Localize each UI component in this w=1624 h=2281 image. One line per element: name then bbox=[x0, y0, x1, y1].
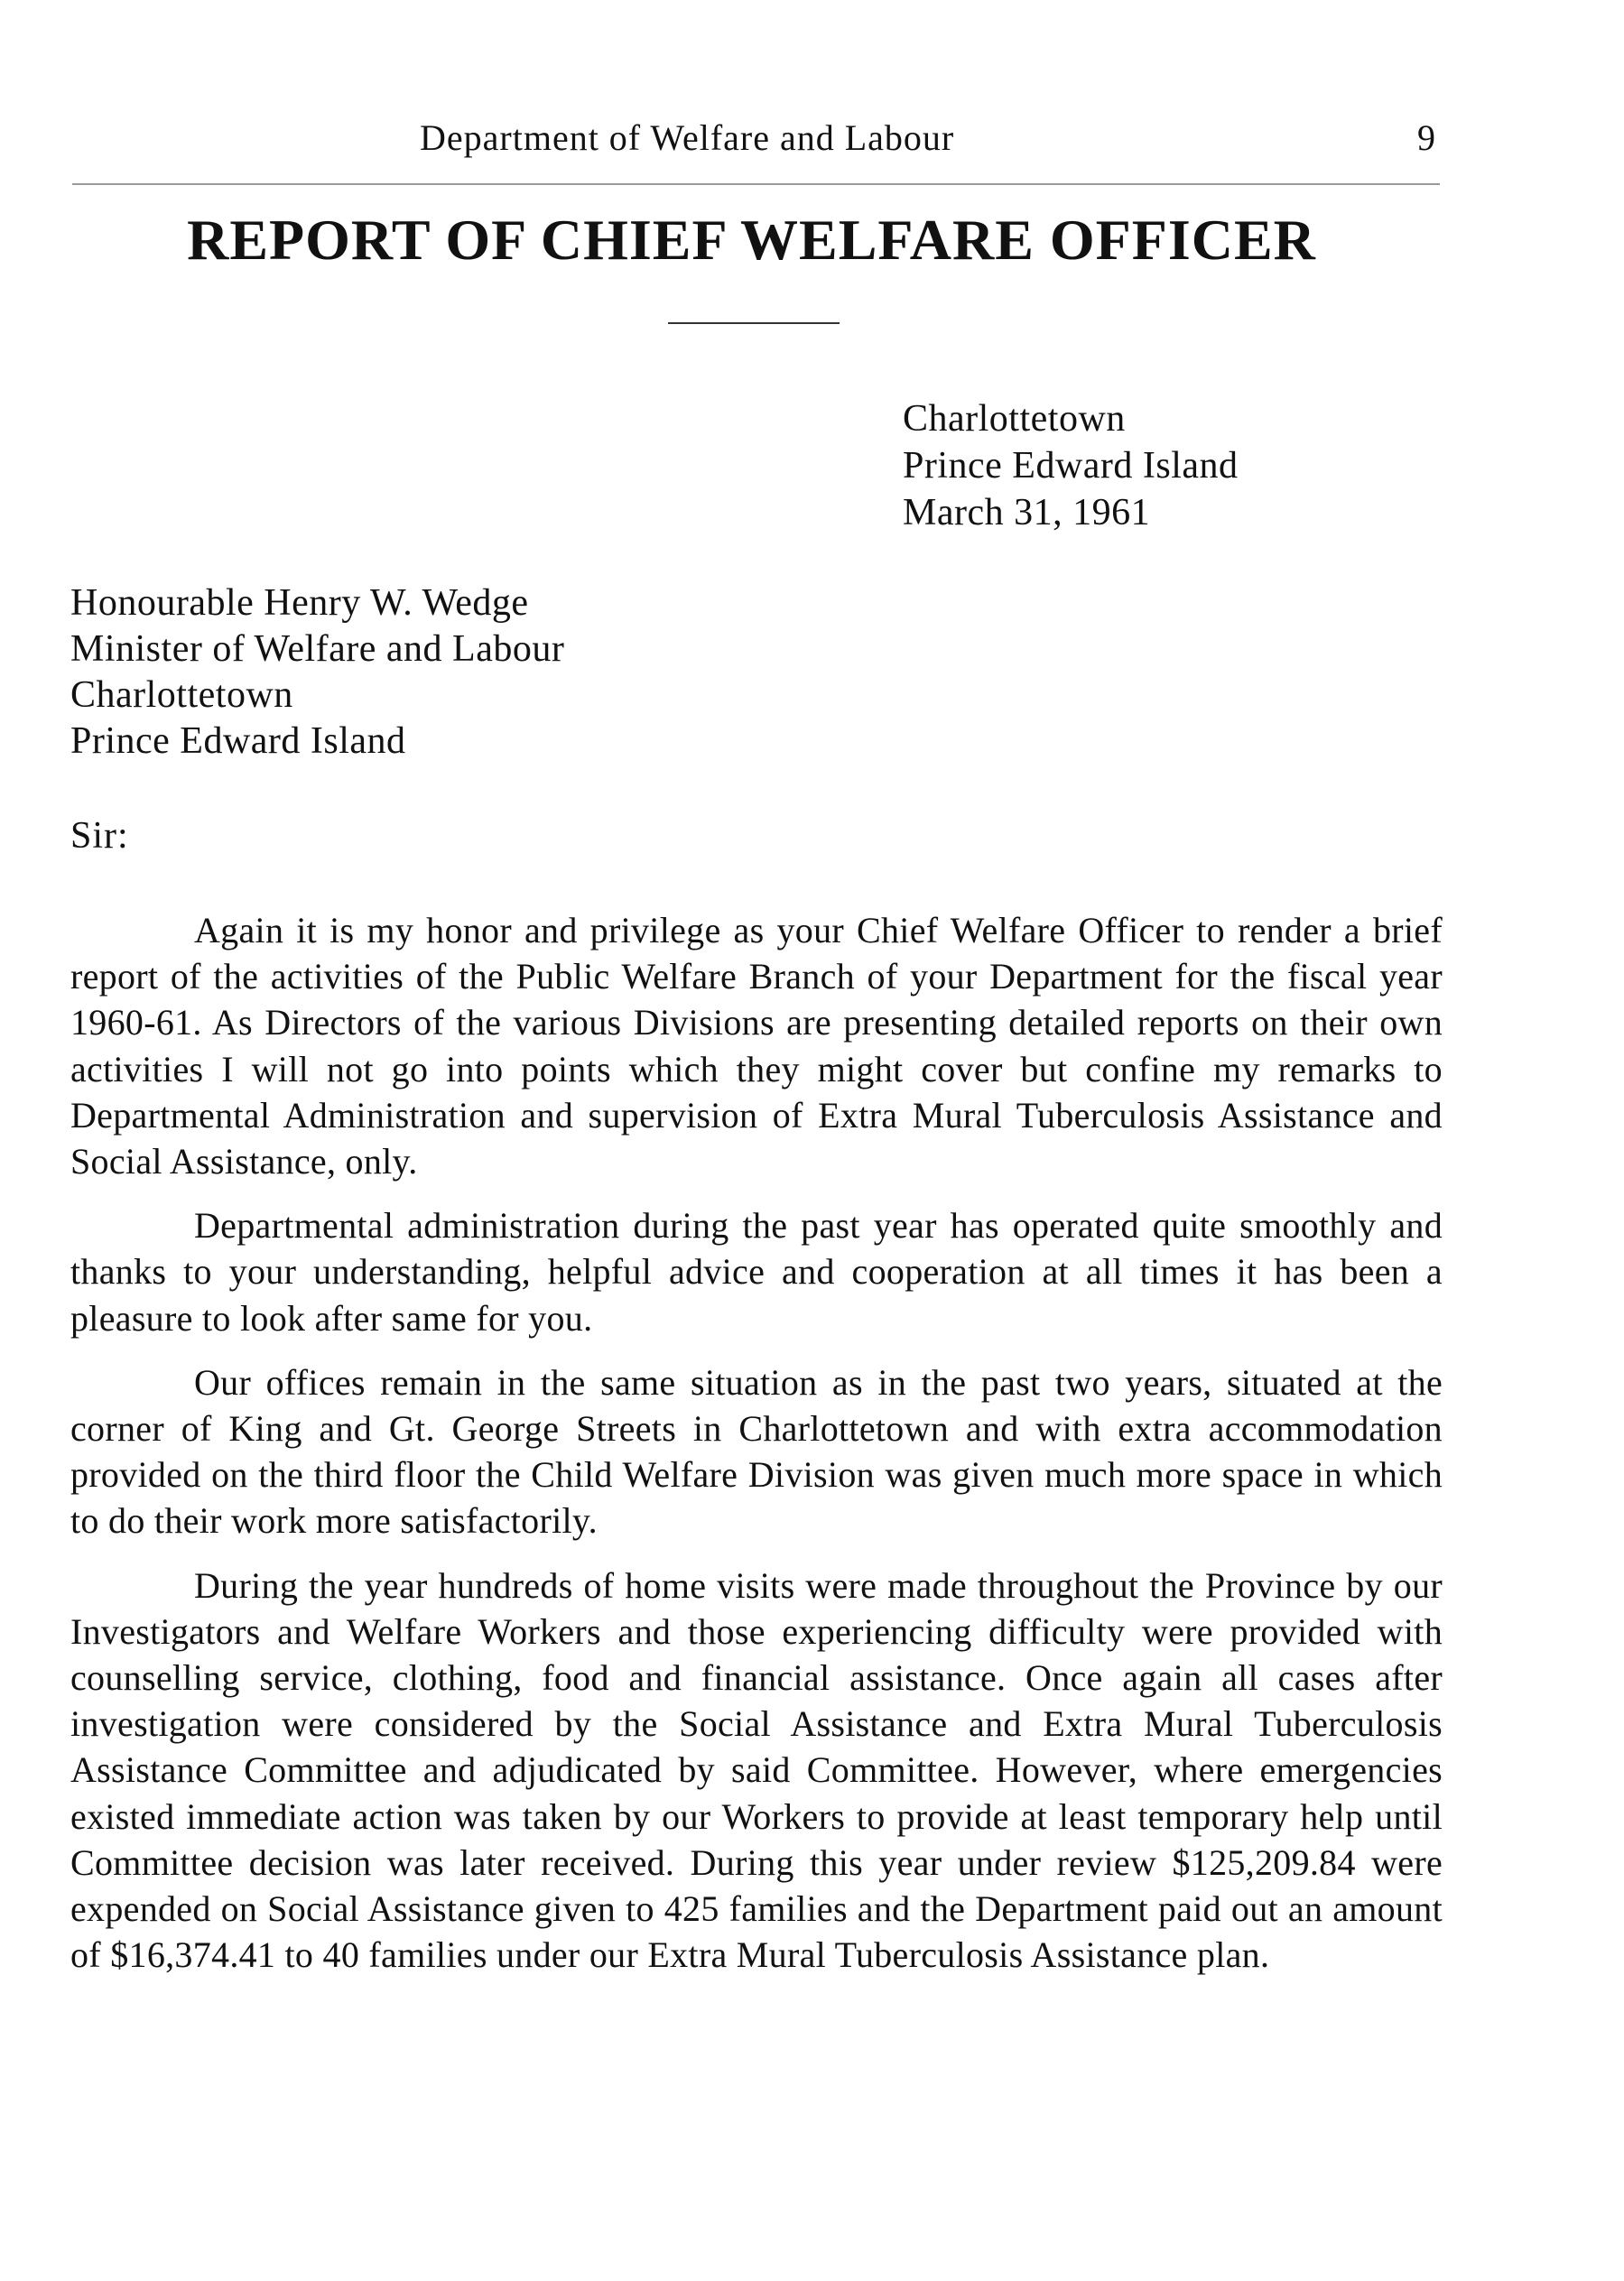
report-title: REPORT OF CHIEF WELFARE OFFICER bbox=[187, 208, 1316, 272]
sender-city: Charlottetown bbox=[903, 398, 1126, 440]
salutation: Sir: bbox=[70, 815, 129, 857]
paragraph-offices: Our offices remain in the same situation as in the past two years, situated at the corner of King and Gt. George Streets in Charlottetown and with extra accommodation provided on the third floor the Child Welfare Division was given much more space in which to do their work more satisfactorily. bbox=[70, 1361, 1443, 1542]
running-header bbox=[0, 116, 1624, 161]
running-title: Department of Welfare and Labour bbox=[420, 117, 955, 158]
header-rule bbox=[72, 183, 1440, 185]
recipient-title: Minister of Welfare and Labour bbox=[70, 628, 565, 670]
recipient-address bbox=[70, 580, 564, 765]
title-rule bbox=[668, 322, 840, 324]
sender-province: Prince Edward Island bbox=[903, 445, 1239, 487]
paragraph-introduction: Again it is my honor and privilege as your Chief Welfare Officer to render a brief report of the activities of the Public Welfare Branch of your Department for the fiscal year 1960-61. As Directors of the various Divisions are presenting detailed reports on their own activities I will not go into points which they might cover but confine my remarks to Departmental Administration and supervision of Extra Mural Tuberculosis Assistance and Social Assistance, only. bbox=[70, 910, 1443, 1182]
paragraph-home-visits: During the year hundreds of home visits were made throughout the Province by our Investigators and Welfare Workers and those experiencing difficulty were provided with counselling service, clothing, food and financial assistance. Once again all cases after investigation were considered by the Social Assistance and Extra Mural Tuberculosis Assistance Committee and adjudicated by said Committee. However, where emergencies existed immediate action was taken by our Workers to provide at least temporary help until Committee decision was later received. During this year under review $125,209.84 were expended on Social Assistance given to 425 families and the Department paid out an amount of $16,374.41 to 40 families under our Extra Mural Tuberculosis Assistance plan. bbox=[70, 1564, 1443, 1976]
letter-date: March 31, 1961 bbox=[903, 492, 1151, 533]
page-number: 9 bbox=[1417, 117, 1435, 158]
recipient-city: Charlottetown bbox=[70, 674, 293, 716]
paragraph-administration: Departmental administration during the past year has operated quite smoothly and thanks to your understanding, helpful advice and cooperation at all times it has been a pleasure to look after same for you. bbox=[70, 1205, 1443, 1339]
report-body bbox=[70, 907, 1443, 1996]
recipient-province: Prince Edward Island bbox=[70, 720, 406, 762]
recipient-name: Honourable Henry W. Wedge bbox=[70, 582, 529, 624]
sender-address bbox=[903, 395, 1239, 536]
